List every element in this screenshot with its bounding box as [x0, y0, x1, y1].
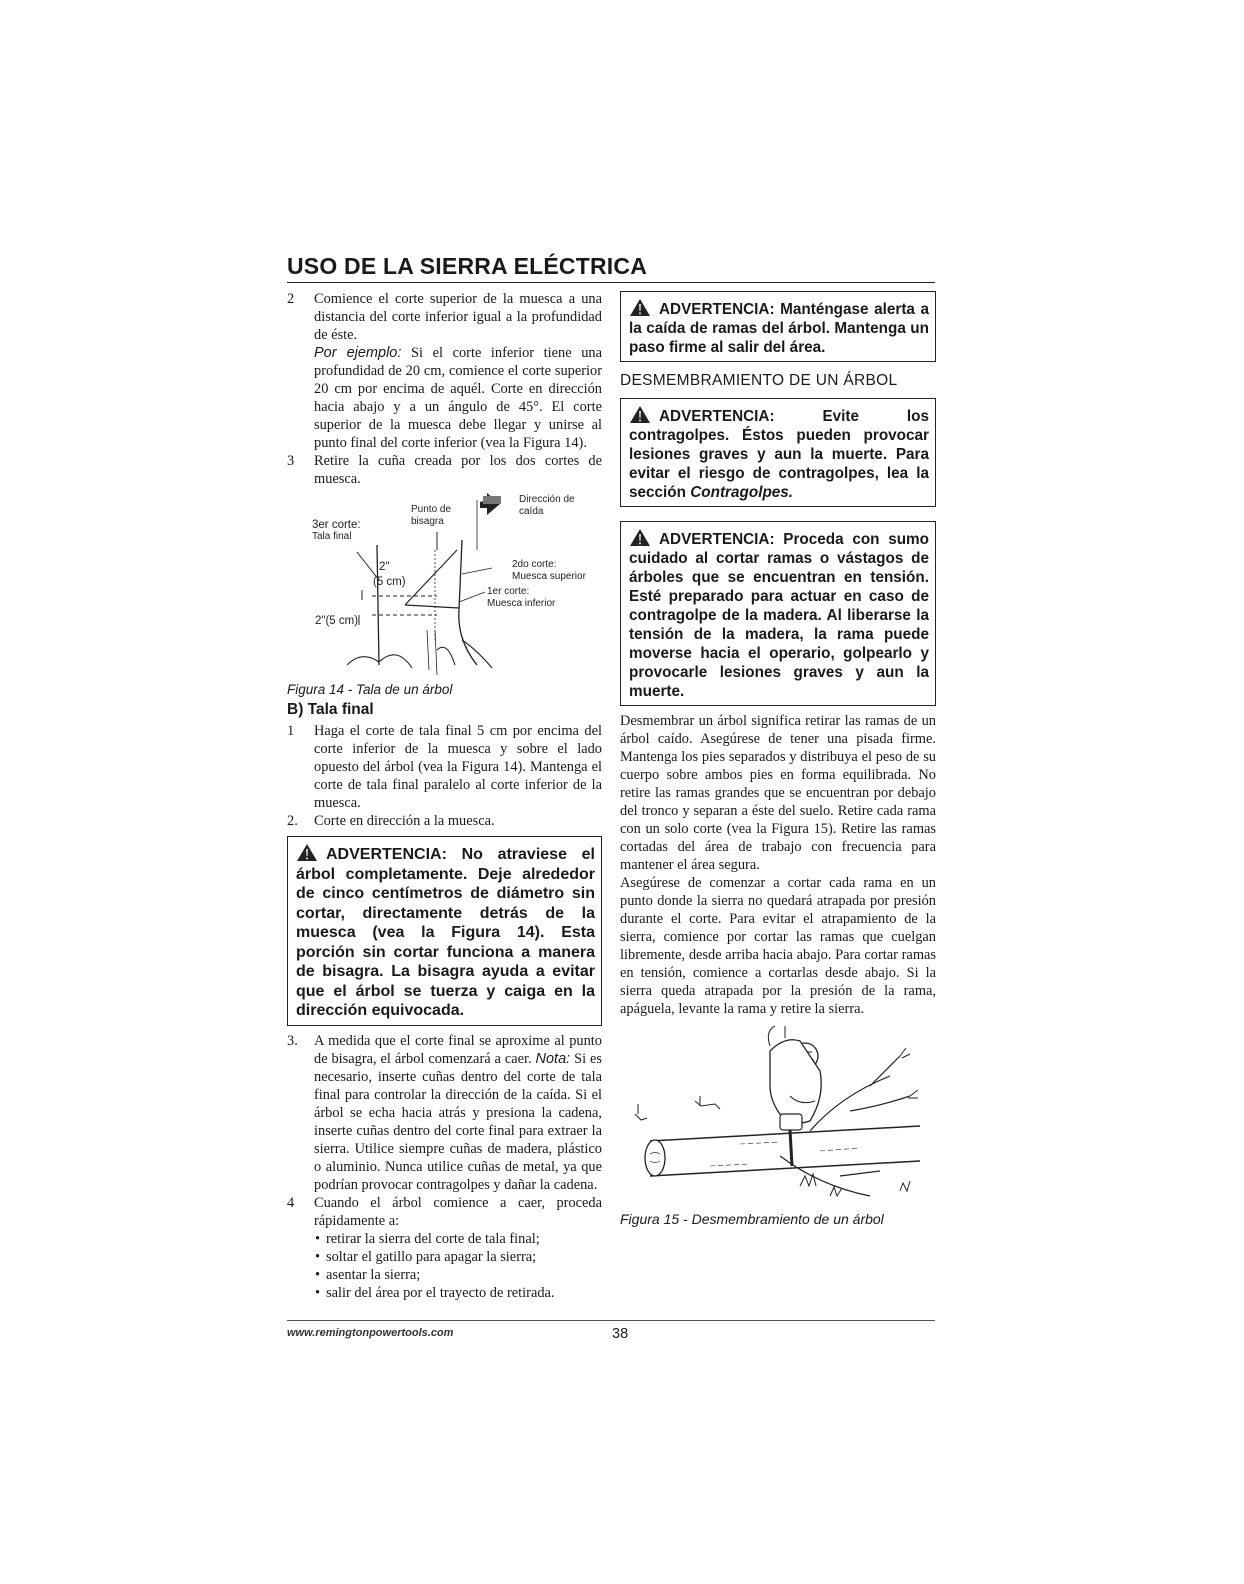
- figure-14-caption: Figura 14 - Tala de un árbol: [287, 682, 453, 697]
- label-2in-5cm: 2"(5 cm): [315, 615, 359, 627]
- warning-box-hinge: [287, 836, 602, 1026]
- example-paragraph: [314, 344, 602, 452]
- bullet-item: • retirar la sierra del corte de tala final;: [314, 1230, 602, 1248]
- page-title: USO DE LA SIERRA ELÉCTRICA: [287, 253, 648, 279]
- example-label: Por ejemplo:: [314, 345, 402, 361]
- warning-text: ADVERTENCIA: No atraviese el árbol completamente. Deje alrededor de cinco centímetros de diámetro sin cortar, directamente detrás de la muesca (vea la Figura 14). Esta porción sin cortar funciona a manera de bisagra. La bisagra ayuda a evitar que el árbol se tuerza y caiga en la dirección equivocada.: [296, 846, 595, 1019]
- step-number: 2: [287, 291, 295, 307]
- step-number: 1: [287, 723, 295, 739]
- label-first-cut-sub: Muesca inferior: [487, 598, 556, 609]
- section-title: DESMEMBRAMIENTO DE UN ÁRBOL: [620, 372, 898, 389]
- bullet-item: • asentar la sierra;: [314, 1266, 602, 1284]
- label-third-cut: 3er corte:: [312, 519, 361, 531]
- warning-link-text: Contragolpes.: [690, 484, 794, 501]
- label-direction: Dirección de: [519, 494, 575, 505]
- step-text: Cuando el árbol comience a caer, proceda rápidamente a:: [314, 1194, 602, 1229]
- tree-felling-diagram: [287, 490, 597, 680]
- label-hinge-2: bisagra: [411, 516, 444, 527]
- warning-triangle-icon: [629, 405, 655, 424]
- figure-15-limbing: [620, 1026, 930, 1211]
- label-third-cut-sub: Tala final: [312, 531, 352, 542]
- right-column: [620, 287, 936, 1227]
- step-text: Corte en dirección a la muesca.: [314, 813, 495, 829]
- step-number: 4: [287, 1194, 295, 1211]
- warning-text: ADVERTENCIA: Manténgase alerta a la caída de ramas del árbol. Mantenga un paso firme al salir del área.: [629, 301, 929, 356]
- warning-triangle-icon: [296, 843, 322, 862]
- paragraph-pinching: Asegúrese de comenzar a cortar cada rama en un punto donde la sierra no quedará atrapada por presión durante el corte. Para evitar el atrapamiento de la sierra, comience por cortar las ramas que cuelgan libremente, desde arriba hacia abajo. Para cortar ramas en tensión, comience a cortarlas desde abajo. Si la sierra queda atrapada por la presión de la rama, apáguela, levante la rama y retire la sierra.: [620, 875, 936, 1017]
- step-3: [287, 452, 602, 488]
- label-2in: 2": [379, 561, 390, 573]
- bullet-item: • soltar el gatillo para apagar la sierra;: [314, 1248, 602, 1266]
- label-first-cut: 1er corte:: [487, 586, 530, 597]
- footer-rule: [287, 1320, 935, 1321]
- step-b3: [287, 1032, 602, 1194]
- label-5cm: (5 cm): [373, 576, 406, 588]
- step-b2: [287, 812, 602, 830]
- label-direction-2: caída: [519, 506, 544, 517]
- paragraph-limbing: Desmembrar un árbol significa retirar las ramas de un árbol caído. Asegúrese de tener una pisada firme. Mantenga los pies separados y distribuya el peso de su cuerpo sobre ambos pies en forma equilibrada. No retire las ramas grandes que se encuentran por debajo del tronco y separan a éste del suelo. Retire cada rama con un solo corte (vea la Figura 15). Retire las ramas cortadas del área de trabajo con frecuencia para mantener el área segura.: [620, 713, 936, 873]
- step-text-b: Si es necesario, inserte cuñas dentro del corte de tala final para controlar la dirección de la caída. Si el árbol se echa hacia atrás y presiona la cadena, inserte cuñas dentro del corte final para extraer la sierra. Utilice siempre cuñas de madera, plástico o aluminio. Nunca utilice cuñas de metal, ya que podrían provocar contragolpes y dañar la cadena.: [314, 1050, 603, 1193]
- warning-triangle-icon: [629, 528, 655, 547]
- warning-box-tension: [620, 521, 936, 706]
- footer-url: www.remingtonpowertools.com: [287, 1327, 454, 1339]
- subhead-tala-final: B) Tala final: [287, 701, 374, 718]
- note-label: Nota:: [535, 1050, 571, 1067]
- page-number: 38: [612, 1326, 629, 1342]
- step-b1: [287, 722, 602, 812]
- warning-text: ADVERTENCIA: Evite los contragolpes. Éstos pueden provocar lesiones graves y aun la muerte. Para evitar el riesgo de contragolpes, lea la sección: [629, 408, 929, 501]
- left-column: [287, 290, 602, 1302]
- label-hinge: Punto de: [411, 504, 452, 515]
- step-number: 2.: [287, 813, 298, 829]
- step-number: 3.: [287, 1032, 298, 1049]
- warning-box-falling-branches: [620, 291, 936, 362]
- title-rule: [287, 282, 935, 283]
- figure-15-caption: Figura 15 - Desmembramiento de un árbol: [620, 1211, 884, 1227]
- step-text-a: A medida que el corte final se aproxime al punto de bisagra, el árbol comenzará a caer.: [314, 1032, 602, 1067]
- limbing-illustration: [620, 1026, 930, 1206]
- step-b4: [287, 1194, 602, 1302]
- warning-text: ADVERTENCIA: Proceda con sumo cuidado al cortar ramas o vástagos de árboles que se encuentran en tensión. Esté preparado para actuar en caso de contragolpe de la madera. Al liberarse la tensión de la madera, la rama puede moverse hacia el operario, golpearlo y provocarle lesiones graves y aun la muerte.: [629, 531, 929, 700]
- example-text: Si el corte inferior tiene una profundidad de 20 cm, comience el corte superior 20 cm por encima de aquél. Corte en dirección hacia abajo y a un ángulo de 45°. El corte superior de la muesca debe llegar y unirse al punto final del corte inferior (vea la Figura 14).: [314, 345, 602, 451]
- step-text: Comience el corte superior de la muesca a una distancia del corte inferior igual a la profundidad de éste.: [314, 291, 602, 343]
- step-number: 3: [287, 453, 295, 469]
- bullet-list: [314, 1230, 602, 1302]
- figure-14-tree-felling: [287, 490, 597, 680]
- step-text: Retire la cuña creada por los dos cortes de muesca.: [314, 453, 602, 487]
- warning-triangle-icon: [629, 298, 655, 317]
- bullet-item: • salir del área por el trayecto de retirada.: [314, 1284, 602, 1302]
- step-text: Haga el corte de tala final 5 cm por encima del corte inferior de la muesca y sobre el lado opuesto del árbol (vea la Figura 14). Mantenga el corte de tala final paralelo al corte inferior de la muesca.: [314, 723, 602, 811]
- label-second-cut: 2do corte:: [512, 559, 557, 570]
- step-text: [314, 1032, 602, 1194]
- label-second-cut-sub: Muesca superior: [512, 571, 586, 582]
- warning-box-kickback: [620, 398, 936, 507]
- step-2: [287, 290, 602, 452]
